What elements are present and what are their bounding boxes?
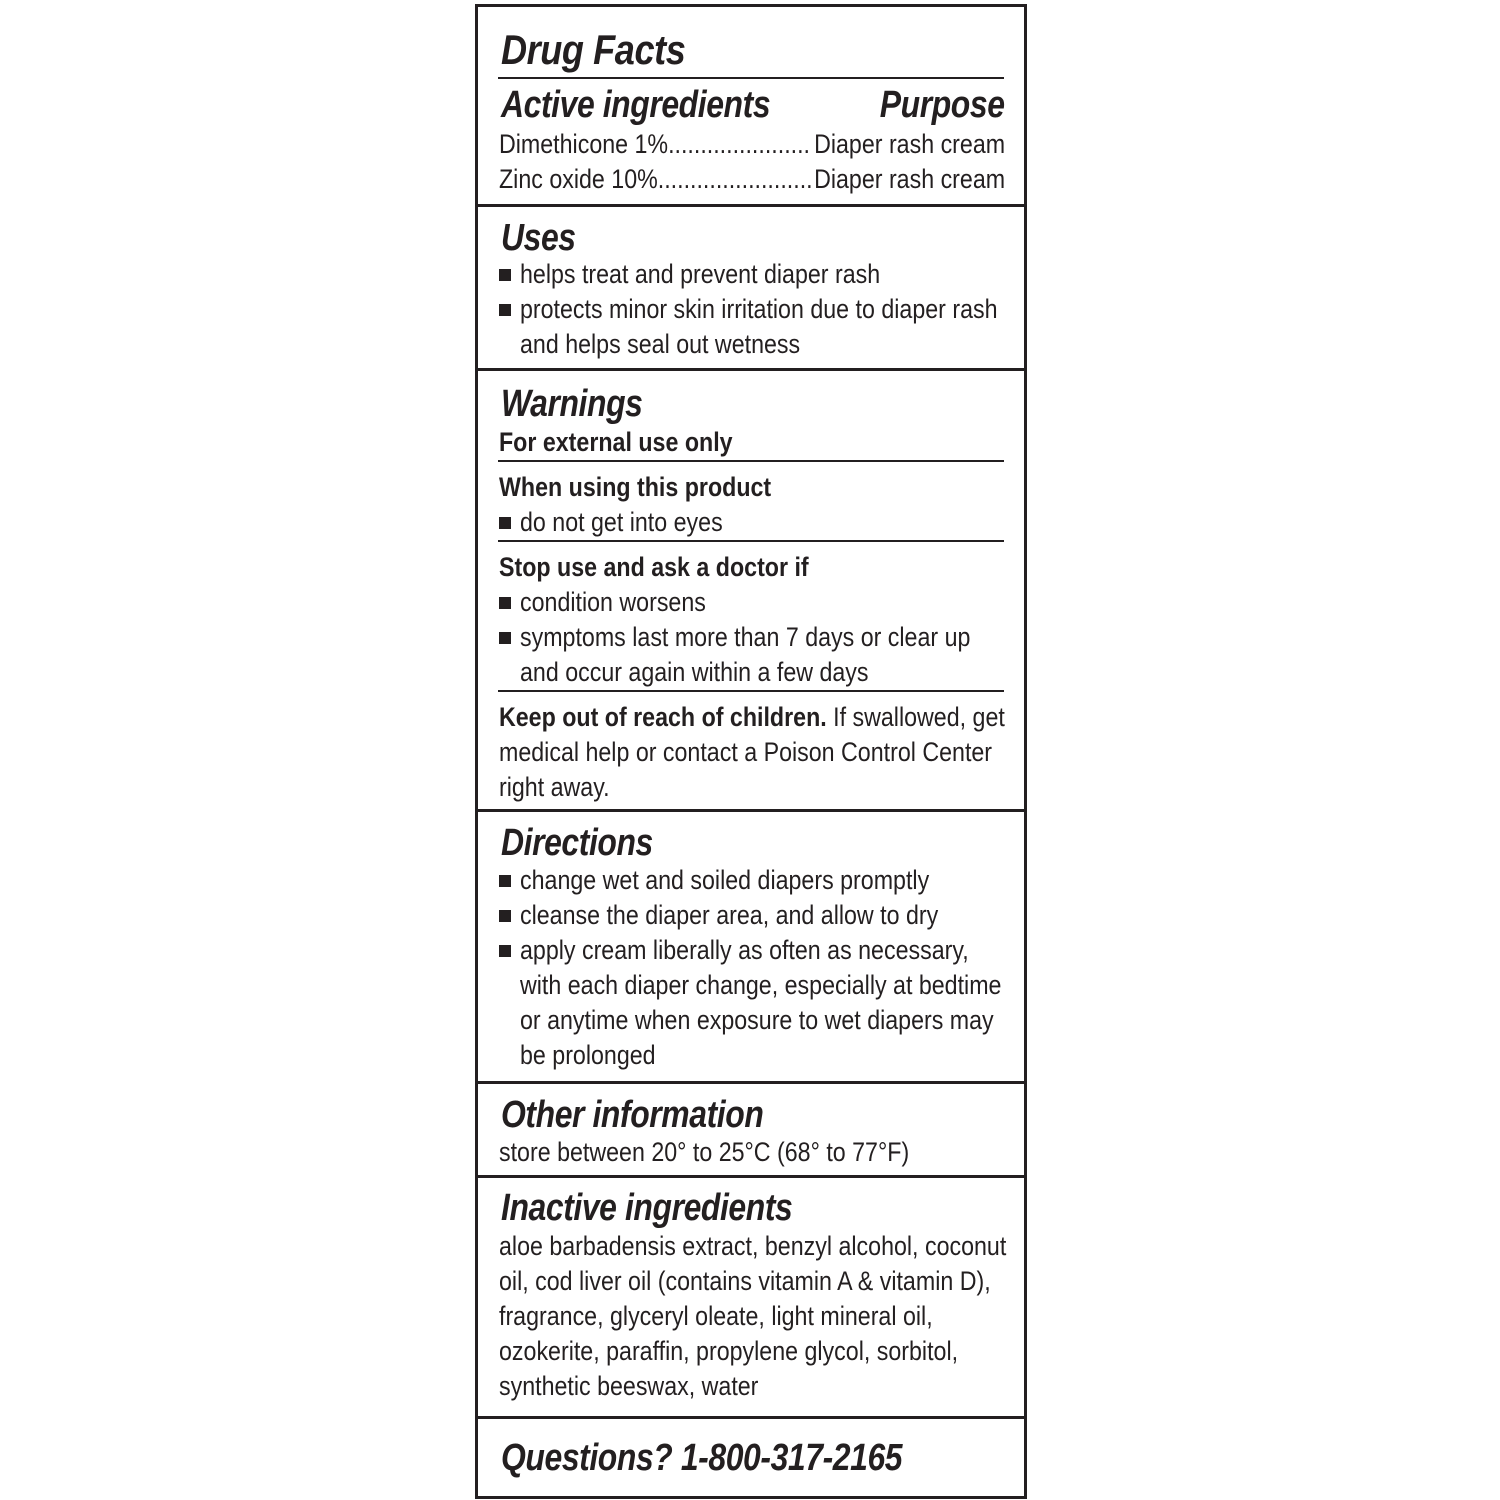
list-item-continuation: be prolonged [520,1040,656,1070]
list-item-continuation: and occur again within a few days [520,657,869,687]
ingredient-purpose: Diaper rash cream [814,164,1005,194]
active-ingredients-heading: Active ingredients [501,84,771,126]
bullet-icon [499,875,511,887]
external-use-note: For external use only [499,427,733,457]
directions-heading: Directions [501,822,653,864]
bullet-icon [499,269,511,281]
directions-section [478,812,1024,1081]
keep-out-line [499,704,1005,731]
questions-section [478,1419,1024,1496]
ingredients-line: fragrance, glyceryl oleate, light mineral oil, [499,1301,933,1331]
list-item: apply cream liberally as often as necessary, [520,935,969,965]
when-using-heading: When using this product [499,472,772,502]
list-item-continuation: and helps seal out wetness [520,329,801,359]
list-item: cleanse the diaper area, and allow to dry [520,900,939,930]
drug-facts-title: Drug Facts [501,26,686,73]
active-ingredient-row [499,131,810,158]
questions-phone: Questions? 1-800-317-2165 [501,1437,903,1479]
list-item-continuation: with each diaper change, especially at bedtime [520,970,1002,1000]
warnings-section [478,371,1024,809]
inactive-ingredients-section [478,1178,1024,1416]
list-item: symptoms last more than 7 days or clear up [520,622,971,652]
ingredients-line: aloe barbadensis extract, benzyl alcohol, coconut [499,1231,1007,1261]
list-item: condition worsens [520,587,706,617]
bullet-icon [499,597,511,609]
bullet-icon [499,945,511,957]
uses-heading: Uses [501,217,576,259]
warnings-rule [498,540,1004,542]
storage-text: store between 20° to 25°C (68° to 77°F) [499,1137,910,1167]
keep-out-text: If swallowed, get [833,702,1005,732]
list-item: helps treat and prevent diaper rash [520,259,881,289]
list-item-continuation: or anytime when exposure to wet diapers may [520,1005,994,1035]
warnings-rule [498,460,1004,462]
keep-out-text: right away. [499,772,610,802]
bullet-icon [499,517,511,529]
ingredient-purpose: Diaper rash cream [814,129,1005,159]
warnings-rule [498,690,1004,692]
ingredient-name: Zinc oxide 10% [499,164,658,194]
ingredients-line: ozokerite, paraffin, propylene glycol, sorbitol, [499,1336,959,1366]
other-information-heading: Other information [501,1094,764,1136]
purpose-heading: Purpose [880,84,1005,126]
leader-dots: ........................ [657,164,813,194]
active-ingredients-section [478,7,1024,204]
leader-dots: ...................... [668,129,811,159]
uses-section [478,207,1024,368]
bullet-icon [499,632,511,644]
list-item: do not get into eyes [520,507,723,537]
keep-out-text: medical help or contact a Poison Control Center [499,737,993,767]
ingredients-line: oil, cod liver oil (contains vitamin A & vitamin D), [499,1266,991,1296]
bullet-icon [499,910,511,922]
ingredients-line: synthetic beeswax, water [499,1371,759,1401]
warnings-heading: Warnings [501,383,643,425]
inactive-ingredients-heading: Inactive ingredients [501,1187,793,1229]
drug-facts-panel [475,4,1027,1499]
bullet-icon [499,304,511,316]
keep-out-bold: Keep out of reach of children. [499,702,827,732]
list-item: protects minor skin irritation due to diaper rash [520,294,998,324]
stop-use-heading: Stop use and ask a doctor if [499,552,809,582]
title-rule [498,77,1004,79]
list-item: change wet and soiled diapers promptly [520,865,930,895]
other-information-section [478,1084,1024,1175]
active-ingredient-row [499,166,813,193]
ingredient-name: Dimethicone 1% [499,129,669,159]
